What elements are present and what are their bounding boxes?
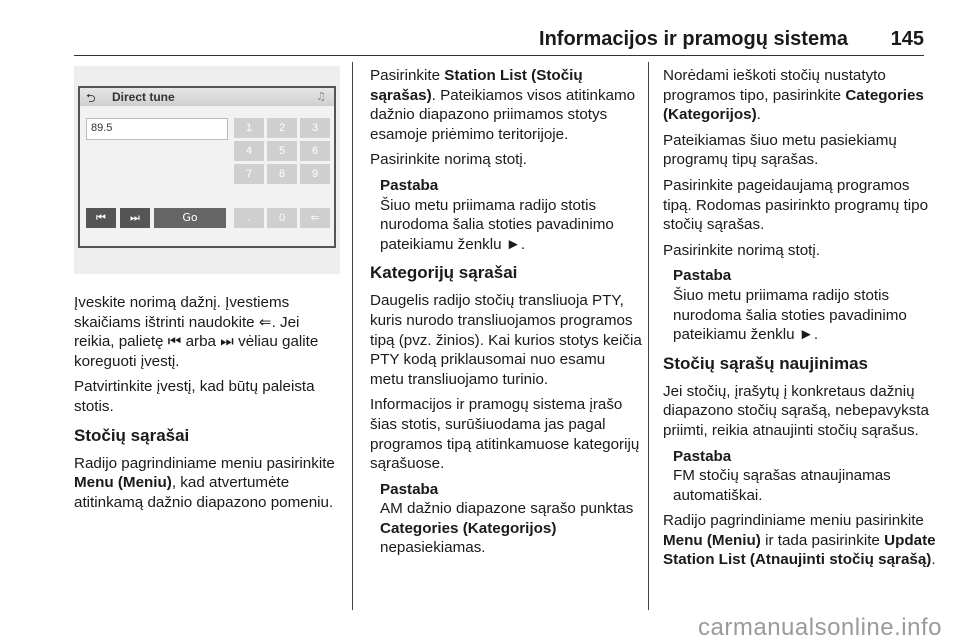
note-title: Pastaba	[673, 447, 732, 465]
paragraph-select-station: Pasirinkite norimą stotį.	[370, 151, 527, 169]
device-screen	[78, 86, 336, 248]
heading-update-station-lists: Stočių sąrašų naujinimas	[663, 353, 869, 373]
heading-station-lists: Stočių sąrašai	[74, 425, 190, 445]
keypad-key-4: 4	[234, 141, 264, 161]
keypad-key-5: 5	[267, 141, 297, 161]
note-am-categories	[380, 480, 642, 558]
note-title: Pastaba	[380, 176, 439, 194]
backspace-icon: ⇐	[300, 208, 330, 228]
paragraph-select-station-list: Pasirinkite Station List (Stočių sąrašas). Pateikiamos visos atitinkamo dažnio diapazono priimamos stotys esamoje priėmimo teritorijoje.	[370, 67, 636, 143]
keypad-key-dot: .	[234, 208, 264, 228]
column-2	[370, 66, 642, 564]
paragraph-update-needed: Jei stočių, įrašytų į konkretaus dažnių diapazono stočių sąrašą, nebepavyksta priimti, reikia atnaujinti stočių sąrašus.	[663, 382, 929, 439]
header-title: Informacijos ir pramogų sistema	[539, 28, 848, 50]
paragraph-confirm-entry: Patvirtinkite įvestį, kad būtų paleista stotis.	[74, 378, 315, 415]
back-icon: ⮌	[86, 91, 96, 105]
frequency-value: 89.5	[91, 122, 113, 134]
frequency-field	[86, 118, 228, 140]
paragraph-system-stores: Informacijos ir pramogų sistema įrašo šias stotis, surūšiuodama jas pagal programos tipą atitinkamuose kategorijų sąrašuose.	[370, 396, 640, 473]
note-fm-auto-update	[673, 447, 938, 506]
note-text: AM dažnio diapazone sąrašo punktas Categories (Kategorijos) nepasiekiamas.	[380, 500, 634, 557]
paragraph-update-steps: Radijo pagrindiniame meniu pasirinkite Menu (Meniu) ir tada pasirinkite Update Station List (Atnaujinti stočių sąrašą).	[663, 512, 936, 569]
paragraph-search-categories: Norėdami ieškoti stočių nustatyto programos tipo, pasirinkite Categories (Kategorijos).	[663, 67, 924, 124]
paragraph-open-submenu: Radijo pagrindiniame meniu pasirinkite Menu (Meniu), kad atvertumėte atitinkamą dažnio diapazono pomeniu.	[74, 454, 335, 511]
column-1	[74, 293, 344, 518]
note-text: FM stočių sąrašas atnaujinamas automatiškai.	[673, 467, 891, 504]
paragraph-enter-frequency: Įveskite norimą dažnį. Įvestiems skaičiams ištrinti naudokite ⇐. Jei reikia, palietę ⏮ arba ⏭ vėliau galite koreguoti įvestį.	[74, 294, 319, 370]
paragraph-select-station: Pasirinkite norimą stotį.	[663, 241, 820, 259]
seek-back-icon: ⏮	[86, 208, 116, 228]
note-text: Šiuo metu priimama radijo stotis nurodoma šalia stoties pavadinimo pateikiamu ženklu ►.	[380, 196, 614, 253]
keypad-key-8: 8	[267, 164, 297, 184]
note-text: Šiuo metu priimama radijo stotis nurodoma šalia stoties pavadinimo pateikiamu ženklu ►.	[673, 286, 907, 344]
paragraph-pty: Daugelis radijo stočių transliuoja PTY, kuris nurodo transliuojamos programos tipą (pvz. žinios). Kai kurios stotys keičia PTY kodą priklausomai nuo esamu metu transliuojamo turinio.	[370, 292, 642, 388]
paragraph-select-type: Pasirinkite pageidaujamą programos tipą. Rodomas pasirinkto programų tipo stočių sąrašas.	[663, 176, 929, 234]
music-note-icon: ♫	[316, 90, 326, 103]
note-current-station	[673, 266, 938, 344]
direct-tune-screenshot	[74, 66, 340, 274]
watermark: carmanualsonline.info	[698, 614, 942, 641]
page-number: 145	[890, 28, 924, 50]
keypad-key-6: 6	[300, 141, 330, 161]
column-divider-2	[648, 62, 649, 610]
keypad-key-7: 7	[234, 164, 264, 184]
note-title: Pastaba	[380, 480, 439, 498]
note-title: Pastaba	[673, 267, 732, 285]
column-3	[663, 66, 938, 576]
keypad-key-0: 0	[267, 208, 297, 228]
column-divider-1	[352, 62, 353, 610]
page-header	[0, 0, 960, 60]
screen-title: Direct tune	[112, 90, 175, 104]
keypad-key-3: 3	[300, 118, 330, 138]
screen-title-bar	[80, 88, 334, 106]
header-rule	[74, 55, 924, 56]
heading-category-lists: Kategorijų sąrašai	[370, 263, 518, 283]
go-button: Go	[154, 208, 226, 228]
screen-body	[80, 106, 334, 246]
seek-forward-icon: ⏭	[120, 208, 150, 228]
keypad-key-9: 9	[300, 164, 330, 184]
keypad-key-2: 2	[267, 118, 297, 138]
paragraph-program-types: Pateikiamas šiuo metu pasiekiamų programų tipų sąrašas.	[663, 131, 897, 169]
note-current-station	[380, 176, 642, 254]
keypad-key-1: 1	[234, 118, 264, 138]
